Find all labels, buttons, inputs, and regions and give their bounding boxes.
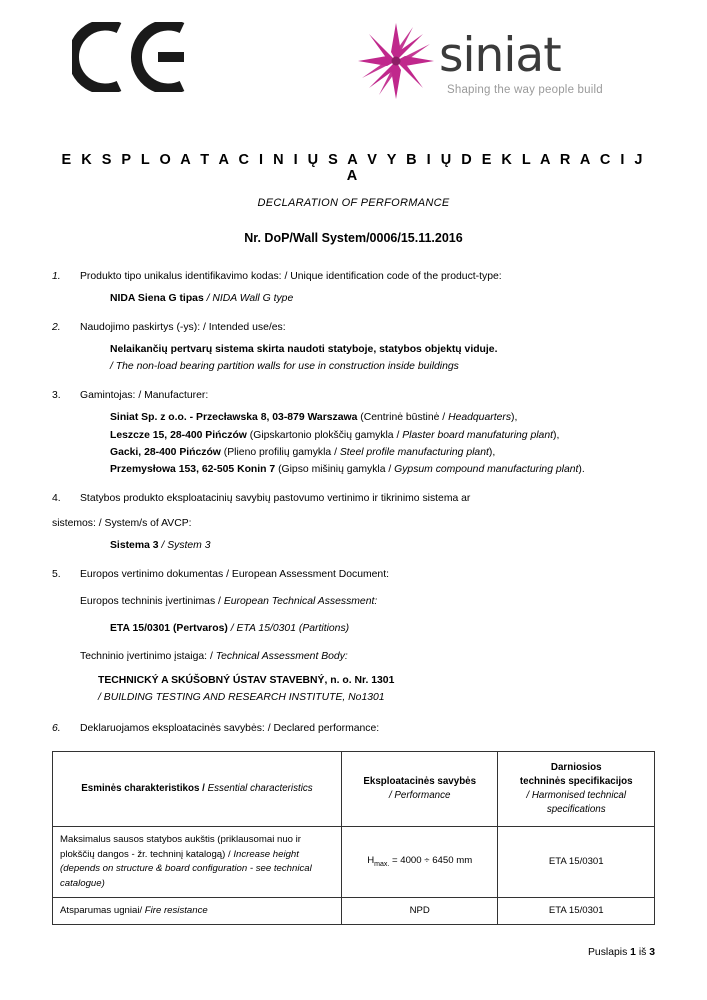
manufacturer-2-role-lt: (Gipskartonio plokščių gamykla / xyxy=(246,429,403,441)
row-1-characteristic-lt: Maksimalus sausos statybos aukštis (priklausomai nuo ir plokščių dangos - žr. techninį katalogą) / xyxy=(60,834,302,860)
row-1-performance xyxy=(341,827,498,898)
brand-logo xyxy=(355,18,655,108)
clause-5 xyxy=(52,567,655,705)
clause-1-value-en: / NIDA Wall G type xyxy=(206,293,294,305)
clause-3 xyxy=(52,388,655,476)
eta-value xyxy=(110,621,655,636)
clause-6-number: 6. xyxy=(52,723,61,735)
document-header xyxy=(52,0,655,120)
row-1-specification: ETA 15/0301 xyxy=(498,827,655,898)
manufacturer-4-role-lt: (Gipso mišinių gamykla / xyxy=(275,463,395,475)
manufacturer-line-3 xyxy=(110,445,655,460)
manufacturer-3-role-en: Steel profile manufacturing plant xyxy=(339,446,489,458)
table-header-characteristics xyxy=(53,751,342,827)
brand-tagline: Shaping the way people build xyxy=(447,84,603,96)
brand-name: siniat xyxy=(439,28,561,83)
header-spec-lt-2: techninės specifikacijos xyxy=(519,775,633,787)
header-spec-en-1: / Harmonised technical xyxy=(526,789,627,801)
header-characteristics-lt: Esminės charakteristikos / xyxy=(81,782,205,794)
row-2-specification: ETA 15/0301 xyxy=(498,897,655,924)
header-performance-lt: Eksploatacinės savybės xyxy=(363,775,477,787)
page-subtitle: DECLARATION OF PERFORMANCE xyxy=(257,197,450,209)
table-header-specifications xyxy=(498,751,655,827)
header-spec-lt-1: Darniosios xyxy=(550,761,602,773)
document-body xyxy=(52,269,655,925)
manufacturer-2-role-en: Plaster board manufaturing plant xyxy=(402,429,553,441)
footer-current-page: 1 xyxy=(630,947,636,958)
row-2-characteristic-en: Fire resistance xyxy=(144,904,208,916)
row-1-performance-subscript: max. xyxy=(374,861,390,869)
row-2-characteristic-lt: Atsparumas ugniai/ xyxy=(60,904,145,916)
table-header-performance xyxy=(341,751,498,827)
siniat-star-icon xyxy=(355,20,437,102)
manufacturer-1-address: Siniat Sp. z o.o. - Przecławska 8, 03-879 Warszawa xyxy=(110,412,358,424)
row-1-performance-value: = 4000 ÷ 6450 mm xyxy=(389,855,473,867)
row-1-performance-symbol: H xyxy=(367,855,375,867)
row-1-characteristic-en: Increase height (depends on structure & board configuration - see technical catalogue) xyxy=(60,848,312,889)
declared-performance-table xyxy=(52,751,655,926)
clause-1-heading: Produkto tipo unikalus identifikavimo kodas: / Unique identification code of the product-type: xyxy=(80,271,502,282)
ce-mark-icon xyxy=(72,22,192,92)
clause-2-number: 2. xyxy=(52,322,61,334)
manufacturer-4-tail: ). xyxy=(578,463,585,475)
clause-4-value xyxy=(110,538,655,553)
row-2-performance: NPD xyxy=(341,897,498,924)
eta-heading-en: European Technical Assessment: xyxy=(223,596,378,608)
manufacturer-4-role-en: Gypsum compound manufacturing plant xyxy=(394,463,579,475)
clause-1-value-lt: NIDA Siena G tipas xyxy=(110,293,204,305)
header-spec-en-2: specifications xyxy=(546,804,606,816)
clause-4 xyxy=(52,491,655,553)
row-1-characteristic xyxy=(53,827,342,898)
manufacturer-3-tail: ), xyxy=(488,446,496,458)
eta-value-en: / ETA 15/0301 (Partitions) xyxy=(230,623,350,635)
clause-2-value-en: / The non-load bearing partition walls for use in construction inside buildings xyxy=(110,361,459,373)
header-performance-en: / Performance xyxy=(388,789,451,801)
clause-5-heading: Europos vertinimo dokumentas / European Assessment Document: xyxy=(80,569,389,581)
footer-prefix: Puslapis xyxy=(587,947,631,958)
manufacturer-1-tail: ), xyxy=(511,412,518,424)
tab-name-en: / BUILDING TESTING AND RESEARCH INSTITUTE, No1301 xyxy=(98,692,385,704)
clause-4-value-lt: Sistema 3 xyxy=(110,539,159,551)
manufacturer-1-role-en: Headquarters xyxy=(448,412,512,424)
manufacturer-1-role-lt: (Centrinė būstinė / xyxy=(357,412,449,424)
footer-middle: iš xyxy=(635,947,650,958)
manufacturer-3-role-lt: (Plieno profilių gamykla / xyxy=(220,446,340,458)
header-characteristics-en: Essential characteristics xyxy=(207,782,313,794)
clause-5-number: 5. xyxy=(52,569,61,581)
footer-total-pages: 3 xyxy=(649,947,655,958)
eta-heading-lt: Europos techninis įvertinimas / xyxy=(80,596,224,608)
tab-heading-en: Technical Assessment Body: xyxy=(215,651,348,663)
page-title: E K S P L O A T A C I N I Ų S A V Y B I Ų D E K L A R A C I J A xyxy=(61,152,646,184)
eta-value-lt: ETA 15/0301 (Pertvaros) xyxy=(110,623,228,635)
clause-4-heading-2: sistemos: / System/s of AVCP: xyxy=(52,517,192,529)
manufacturer-2-address: Leszcze 15, 28-400 Pińczów xyxy=(110,429,247,441)
document-number: Nr. DoP/Wall System/0006/15.11.2016 xyxy=(244,231,463,245)
clause-1-number: 1. xyxy=(52,271,61,282)
clause-1 xyxy=(52,269,655,306)
clause-2 xyxy=(52,320,655,374)
clause-4-value-en: / System 3 xyxy=(161,539,211,551)
eta-heading xyxy=(80,594,655,609)
table-header-row xyxy=(53,751,655,827)
table-row xyxy=(53,827,655,898)
clause-4-heading: Statybos produkto eksploatacinių savybių pastovumo vertinimo ir tikrinimo sistema ar xyxy=(80,492,471,504)
tab-heading xyxy=(80,649,655,664)
manufacturer-line-4 xyxy=(110,462,655,477)
manufacturer-line-1 xyxy=(110,410,655,425)
clause-6-heading: Deklaruojamos eksploatacinės savybės: / Declared performance: xyxy=(80,723,380,735)
manufacturer-3-address: Gacki, 28-400 Pińczów xyxy=(110,446,221,458)
manufacturer-line-2 xyxy=(110,428,655,443)
clause-2-heading: Naudojimo paskirtys (-ys): / Intended use/es: xyxy=(80,322,286,334)
clause-2-value-lt: Nelaikančių pertvarų sistema skirta naudoti statyboje, statybos objektų viduje. xyxy=(110,344,498,356)
tab-heading-lt: Techninio įvertinimo įstaiga: / xyxy=(80,651,216,663)
clause-6 xyxy=(52,721,655,736)
clause-4-number: 4. xyxy=(52,492,61,504)
clause-1-value xyxy=(110,291,655,306)
clause-3-number: 3. xyxy=(52,390,61,402)
tab-name: TECHNICKÝ A SKÚŠOBNÝ ÚSTAV STAVEBNÝ, n. o. Nr. 1301 xyxy=(98,675,395,687)
page-footer xyxy=(588,947,655,958)
table-row xyxy=(53,897,655,924)
row-2-characteristic xyxy=(53,897,342,924)
manufacturer-4-address: Przemysłowa 153, 62-505 Konin 7 xyxy=(110,463,276,475)
manufacturer-2-tail: ), xyxy=(553,429,560,441)
clause-3-heading: Gamintojas: / Manufacturer: xyxy=(80,390,209,402)
